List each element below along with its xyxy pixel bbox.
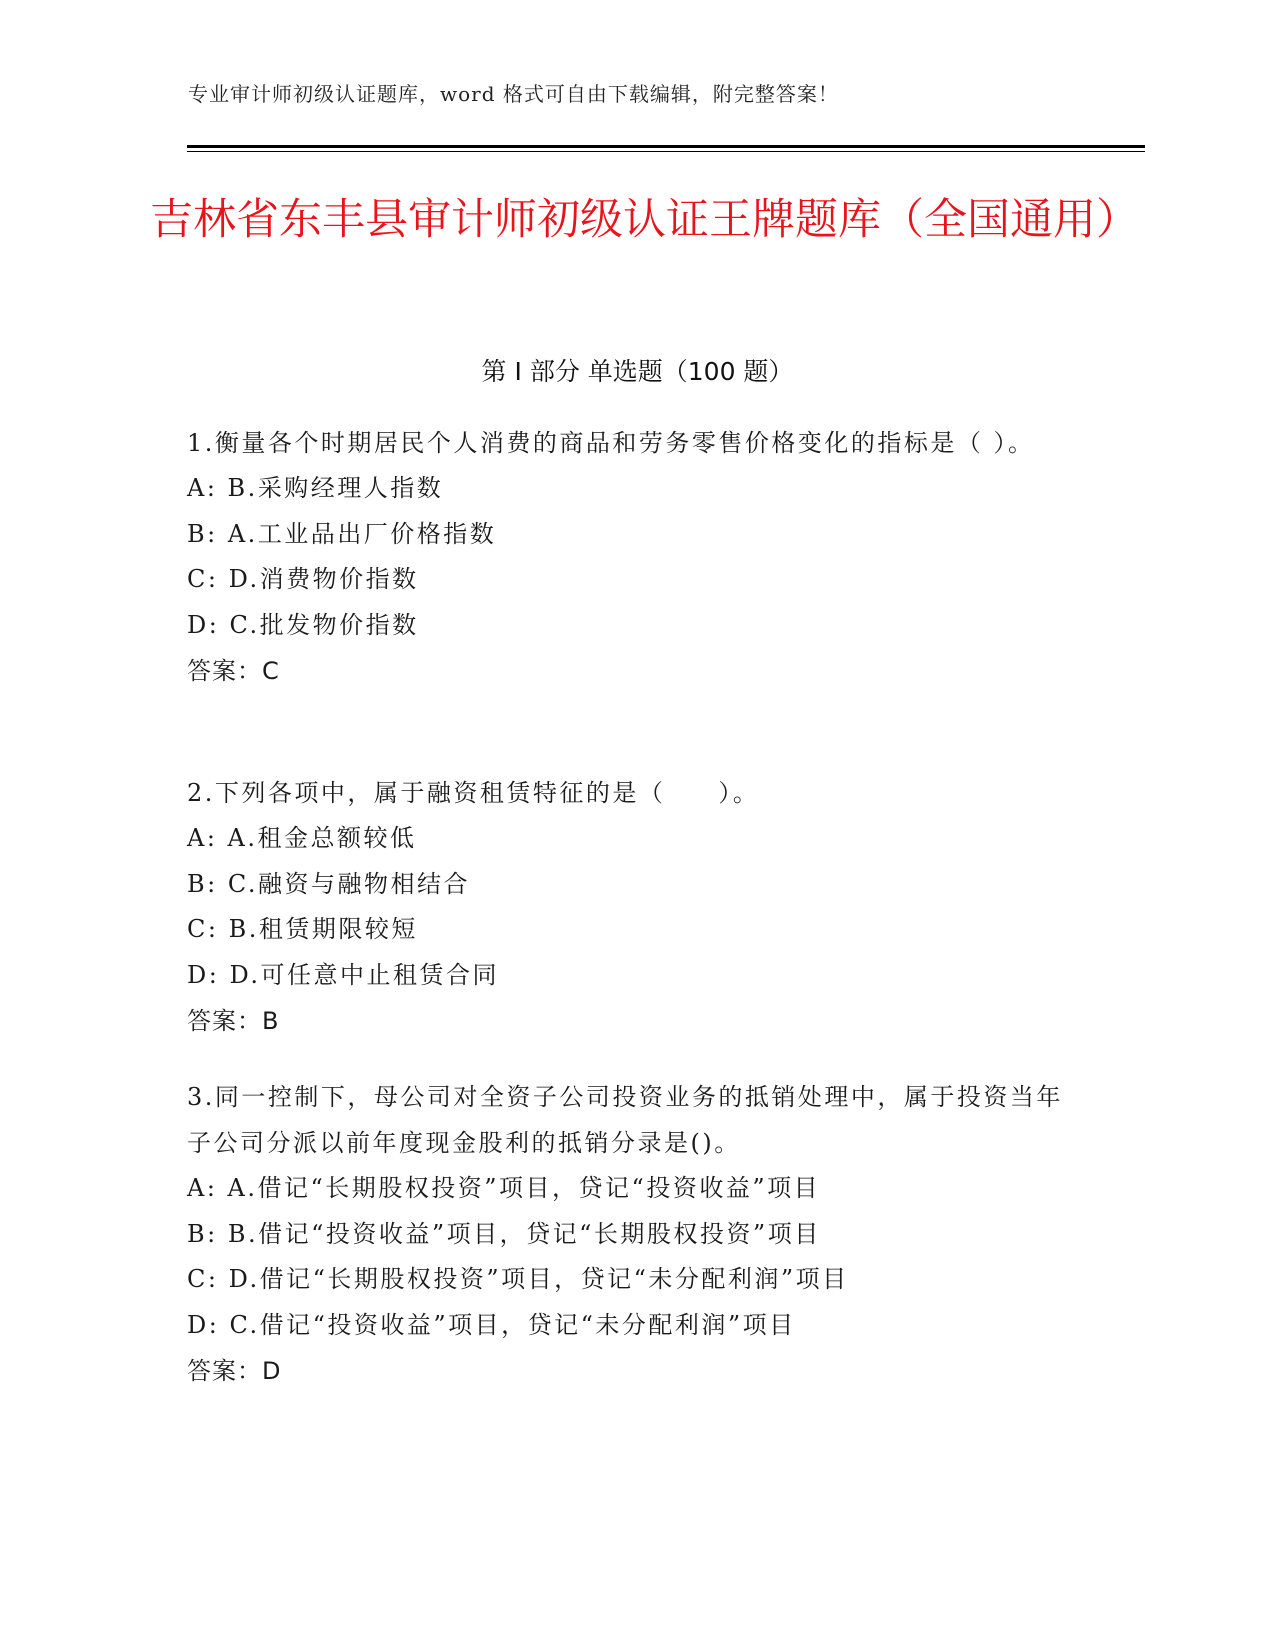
question-stem: 1.衡量各个时期居民个人消费的商品和劳务零售价格变化的指标是（ ）。 xyxy=(187,429,1035,457)
option-b: B: B.借记“投资收益”项目，贷记“长期股权投资”项目 xyxy=(187,1219,821,1248)
option-c: C: D.借记“长期股权投资”项目，贷记“未分配利润”项目 xyxy=(187,1265,849,1293)
option-d: D: C.借记“投资收益”项目，贷记“未分配利润”项目 xyxy=(187,1310,796,1339)
option-c: C: D.消费物价指数 xyxy=(187,565,419,593)
question-3 xyxy=(187,1074,1067,1394)
question-1 xyxy=(187,420,1067,694)
option-a: A: B.采购经理人指数 xyxy=(187,474,444,502)
question-2 xyxy=(187,770,1067,1044)
option-a: A: A.租金总额较低 xyxy=(187,824,417,852)
option-b: B: C.融资与融物相结合 xyxy=(187,869,470,898)
option-d: D: C.批发物价指数 xyxy=(187,610,419,639)
header-note: 专业审计师初级认证题库，word 格式可自由下载编辑，附完整答案！ xyxy=(188,82,839,106)
answer-line: 答案：B xyxy=(187,1007,280,1035)
section-title: 第 I 部分 单选题（100 题） xyxy=(481,357,794,386)
question-stem: 3.同一控制下，母公司对全资子公司投资业务的抵销处理中，属于投资当年子公司分派以前年度现金股利的抵销分录是()。 xyxy=(187,1083,1063,1157)
option-b: B: A.工业品出厂价格指数 xyxy=(187,519,497,548)
document-title: 吉林省东丰县审计师初级认证王牌题库（全国通用） xyxy=(150,195,1139,245)
option-c: C: B.租赁期限较短 xyxy=(187,915,418,943)
header-rule-thick xyxy=(187,145,1145,148)
answer-line: 答案：C xyxy=(187,657,280,685)
option-d: D: D.可任意中止租赁合同 xyxy=(187,960,499,989)
question-stem: 2.下列各项中，属于融资租赁特征的是（ ）。 xyxy=(187,779,760,807)
option-a: A: A.借记“长期股权投资”项目，贷记“投资收益”项目 xyxy=(187,1174,821,1202)
header-rule-thin xyxy=(187,151,1145,152)
answer-line: 答案：D xyxy=(187,1357,282,1385)
